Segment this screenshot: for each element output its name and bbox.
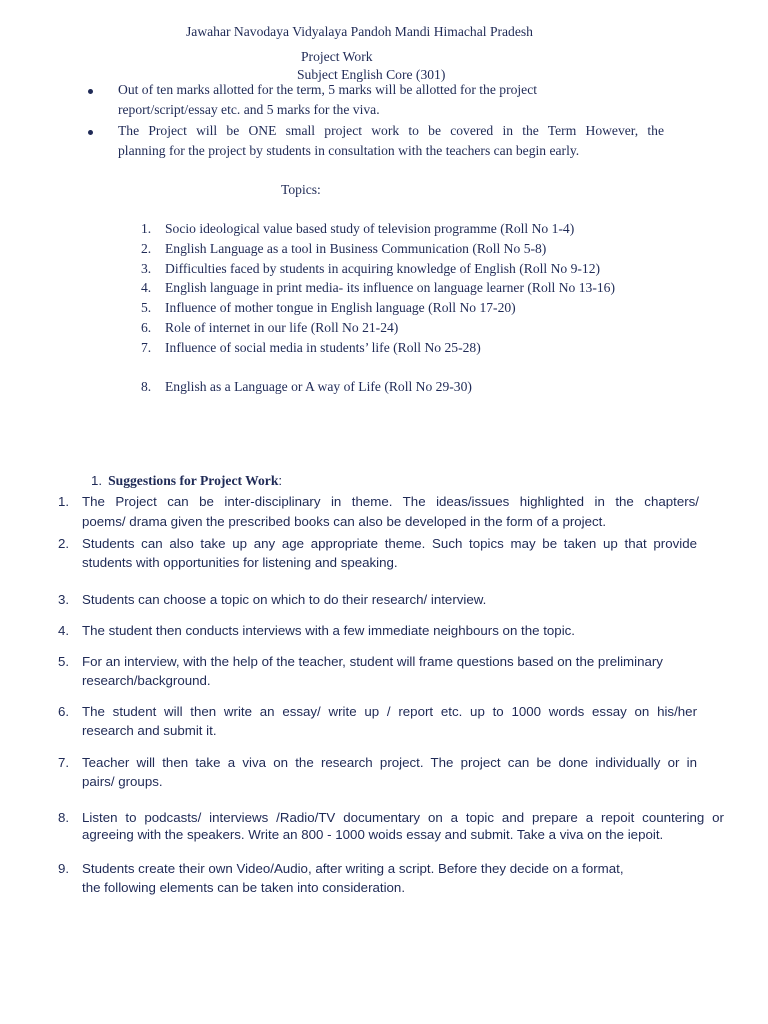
subject-line: Subject English Core (301) (297, 67, 446, 82)
topic-item: Influence of social media in students’ life (Roll No 25-28) (165, 340, 481, 355)
suggestion-line: Teacher will then take a viva on the research project. The project can be done individually or in (82, 755, 697, 770)
topic-item: Role of internet in our life (Roll No 21-24) (165, 320, 399, 335)
topic-item: English as a Language or A way of Life (Roll No 29-30) (165, 379, 472, 394)
topic-item: Socio ideological value based study of television programme (Roll No 1-4) (165, 221, 575, 236)
bullet-1-line-2: report/script/essay etc. and 5 marks for the viva. (118, 102, 380, 117)
topic-item: English language in print media- its influence on language learner (Roll No 13-16) (165, 280, 615, 295)
topic-item: English Language as a tool in Business Communication (Roll No 5-8) (165, 241, 547, 256)
suggestion-line: Listen to podcasts/ interviews /Radio/TV documentary on a topic and prepare a repoit countering or (82, 810, 724, 825)
topic-number: 1. (141, 221, 152, 236)
topic-item: Difficulties faced by students in acquiring knowledge of English (Roll No 9-12) (165, 261, 601, 276)
suggestion-number: 9. (58, 861, 70, 876)
suggestion-number: 2. (58, 536, 70, 551)
suggestion-number: 4. (58, 623, 70, 638)
document-title: Project Work (301, 49, 373, 64)
suggestion-number: 1. (58, 494, 70, 509)
topic-number: 3. (141, 261, 152, 276)
topic-number: 5. (141, 300, 152, 315)
bullet-dot-icon (88, 130, 93, 135)
suggestion-line: Students can choose a topic on which to do their research/ interview. (82, 592, 487, 607)
suggestion-line: The student will then write an essay/ write up / report etc. up to 1000 words essay on his/her (82, 704, 697, 719)
suggestion-number: 3. (58, 592, 70, 607)
suggestion-number: 8. (58, 810, 70, 825)
topic-number: 6. (141, 320, 152, 335)
topics-heading: Topics: (281, 182, 321, 197)
suggestion-line: Students can also take up any age appropriate theme. Such topics may be taken up that provide (82, 536, 697, 551)
suggestion-line: Students create their own Video/Audio, after writing a script. Before they decide on a format, (82, 861, 624, 876)
bullet-2-line-1: The Project will be ONE small project work to be covered in the Term However, the (118, 123, 664, 138)
topic-number: 2. (141, 241, 152, 256)
suggestion-line: The Project can be inter-disciplinary in theme. The ideas/issues highlighted in the chapters/ (82, 494, 699, 509)
suggestions-heading (91, 473, 282, 489)
suggestions-heading-text: Suggestions for Project Work (108, 473, 279, 488)
suggestion-line: For an interview, with the help of the teacher, student will frame questions based on the preliminary (82, 654, 663, 669)
suggestion-number: 6. (58, 704, 70, 719)
suggestion-line: research and submit it. (82, 723, 217, 738)
suggestion-line: research/background. (82, 673, 211, 688)
suggestion-line: poems/ drama given the prescribed books can also be developed in the form of a project. (82, 514, 607, 529)
suggestion-line: pairs/ groups. (82, 774, 163, 789)
school-name: Jawahar Navodaya Vidyalaya Pandoh Mandi Himachal Pradesh (186, 24, 533, 39)
suggestion-number: 5. (58, 654, 70, 669)
suggestion-number: 7. (58, 755, 70, 770)
bullet-dot-icon (88, 89, 93, 94)
suggestion-line: the following elements can be taken into consideration. (82, 880, 406, 895)
topic-number: 8. (141, 379, 152, 394)
suggestion-line: The student then conducts interviews with a few immediate neighbours on the topic. (82, 623, 575, 638)
bullet-1-line-1: Out of ten marks allotted for the term, 5 marks will be allotted for the project (118, 82, 538, 97)
suggestion-line: agreeing with the speakers. Write an 800 - 1000 woids essay and submit. Take a viva on the iepoit. (82, 827, 664, 842)
topic-number: 7. (141, 340, 152, 355)
bullet-2-line-2: planning for the project by students in consultation with the teachers can begin early. (118, 143, 580, 158)
suggestion-line: students with opportunities for listening and speaking. (82, 555, 398, 570)
suggestions-heading-number: 1. (91, 473, 103, 488)
topic-number: 4. (141, 280, 152, 295)
topic-item: Influence of mother tongue in English language (Roll No 17-20) (165, 300, 516, 315)
suggestions-heading-colon: : (278, 473, 283, 488)
